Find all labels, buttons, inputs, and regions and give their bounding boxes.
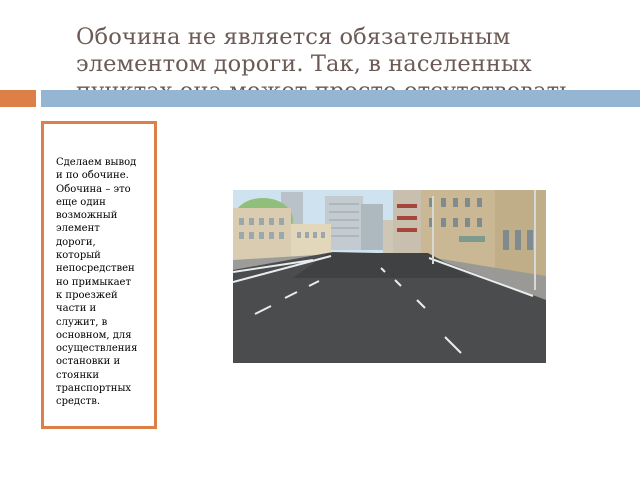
street-photo (233, 190, 546, 363)
accent-bar-orange (0, 90, 36, 107)
accent-bar-blue (41, 90, 640, 107)
building-red (393, 190, 421, 254)
street-illustration (233, 190, 546, 363)
text-box-content: Сделаем вывод и по обочине. Обочина – это еще один возможный элемент дороги, который непосредствен но примыкает к проезжей части и служит, в основном, для осуществления остановки и стоянки транспортных средств. (56, 157, 138, 408)
awning (459, 236, 485, 242)
text-box (41, 121, 157, 429)
tower-mid-2 (361, 204, 383, 250)
slide-title: Обочина не является обязательным элементом дороги. Так, в населенных (76, 24, 532, 77)
